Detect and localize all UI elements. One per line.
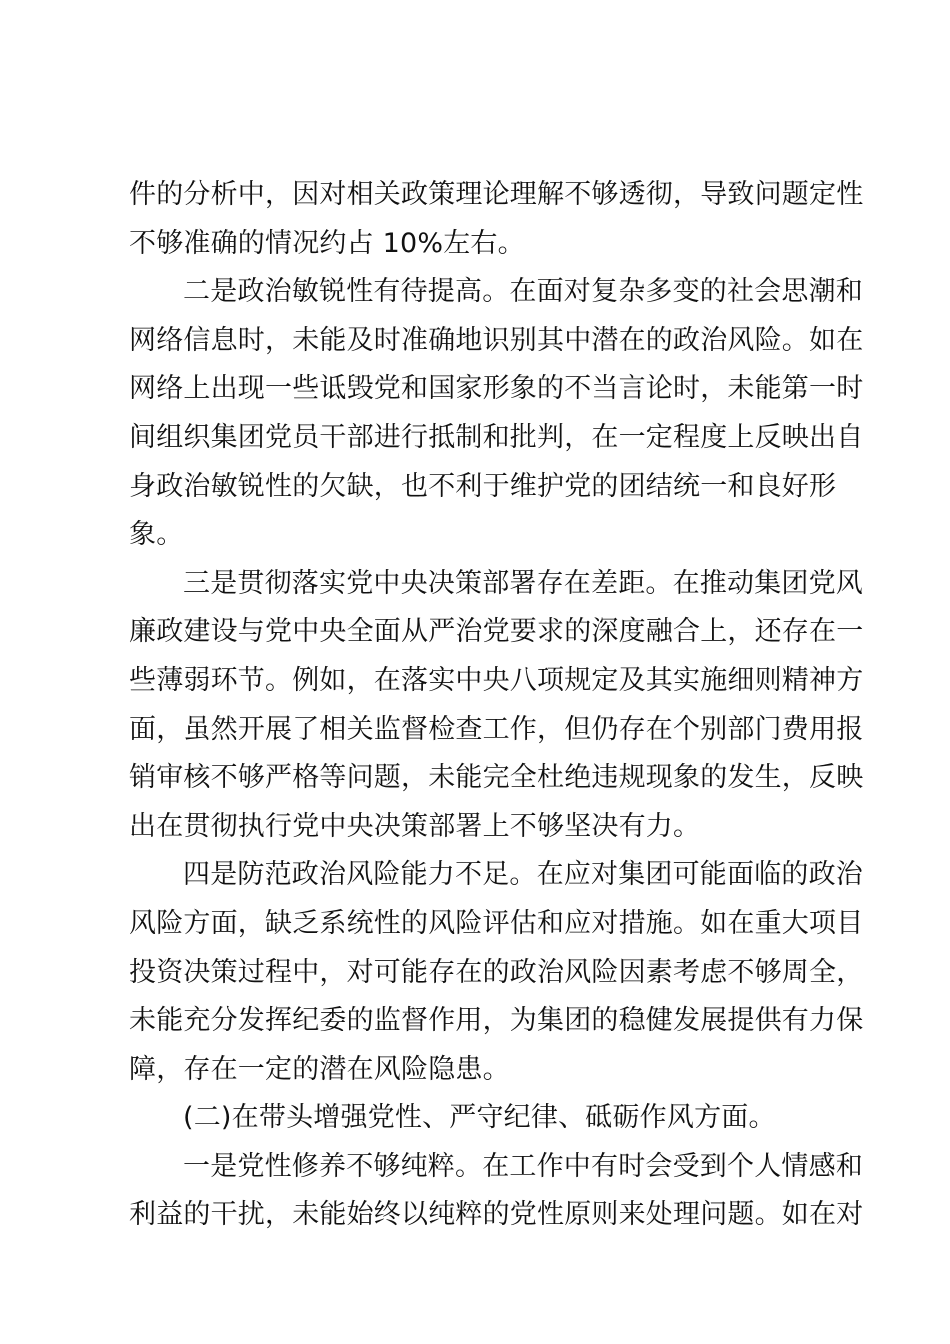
text-line: 网络信息时，未能及时准确地识别其中潜在的政治风险。如在 [129, 324, 864, 356]
text-line: 销审核不够严格等问题，未能完全杜绝违规现象的发生，反映 [129, 762, 864, 794]
text-line: 象。 [129, 519, 184, 551]
text-line: 四是防范政治风险能力不足。在应对集团可能面临的政治 [183, 859, 863, 891]
text-line: (二)在带头增强党性、严守纪律、砥砺作风方面。 [183, 1102, 776, 1134]
text-line: 未能充分发挥纪委的监督作用，为集团的稳健发展提供有力保 [129, 1005, 864, 1037]
text-line: 廉政建设与党中央全面从严治党要求的深度融合上，还存在一 [129, 616, 864, 648]
text-line: 利益的干扰，未能始终以纯粹的党性原则来处理问题。如在对 [129, 1199, 864, 1231]
text-line: 二是政治敏锐性有待提高。在面对复杂多变的社会思潮和 [183, 276, 863, 308]
text-line: 不够准确的情况约占 10%左右。 [129, 227, 525, 259]
document-body [129, 171, 864, 1240]
text-line: 投资决策过程中，对可能存在的政治风险因素考虑不够周全， [129, 956, 864, 988]
text-line: 障，存在一定的潜在风险隐患。 [129, 1053, 510, 1085]
text-line: 三是贯彻落实党中央决策部署存在差距。在推动集团党风 [183, 567, 863, 599]
text-line: 间组织集团党员干部进行抵制和批判，在一定程度上反映出自 [129, 421, 864, 453]
text-line: 身政治敏锐性的欠缺，也不利于维护党的团结统一和良好形 [129, 470, 837, 502]
text-line: 一是党性修养不够纯粹。在工作中有时会受到个人情感和 [183, 1150, 863, 1182]
text-line: 出在贯彻执行党中央决策部署上不够坚决有力。 [129, 810, 701, 842]
text-line: 网络上出现一些诋毁党和国家形象的不当言论时，未能第一时 [129, 373, 864, 405]
text-line: 面，虽然开展了相关监督检查工作，但仍存在个别部门费用报 [129, 713, 864, 745]
text-line: 风险方面，缺乏系统性的风险评估和应对措施。如在重大项目 [129, 907, 864, 939]
text-line: 些薄弱环节。例如，在落实中央八项规定及其实施细则精神方 [129, 664, 864, 696]
text-line: 件的分析中，因对相关政策理论理解不够透彻，导致问题定性 [129, 179, 864, 210]
